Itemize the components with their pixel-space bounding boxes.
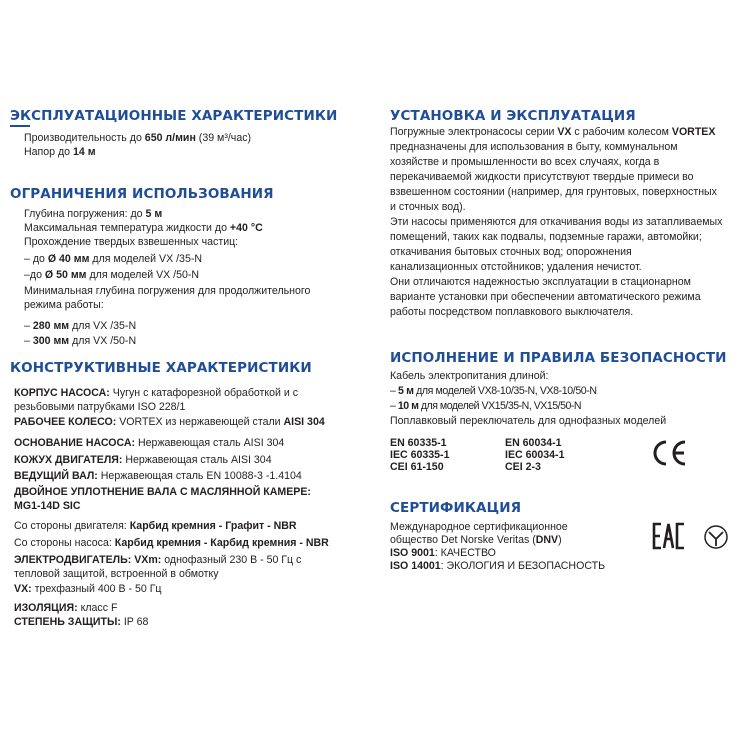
section-title-safety: ИСПОЛНЕНИЕ И ПРАВИЛА БЕЗОПАСНОСТИ	[390, 350, 727, 366]
text-line: Погружные электронасосы серии VX с рабочим колесом VORTEX	[390, 126, 716, 138]
text-line: –до Ø 50 мм для моделей VX /50-N	[24, 269, 200, 281]
section-title-limits: ОГРАНИЧЕНИЯ ИСПОЛЬЗОВАНИЯ	[10, 186, 274, 202]
eac-mark-icon	[652, 522, 686, 550]
text-line: Глубина погружения: до 5 м	[24, 208, 163, 220]
standard-item: IEC 60034-1	[505, 449, 565, 461]
text-line: СТЕПЕНЬ ЗАЩИТЫ: IP 68	[14, 616, 149, 628]
text-line: РАБОЧЕЕ КОЛЕСО: VORTEX из нержавеющей стали AISI 304	[14, 416, 325, 428]
text-line: – 280 мм для VX /35-N	[24, 320, 137, 332]
text-line: Международное сертификационное	[390, 521, 568, 533]
standard-item: EN 60335-1	[390, 437, 447, 449]
standard-item: EN 60034-1	[505, 437, 562, 449]
ukraine-conformity-mark-icon	[703, 524, 729, 550]
text-line: Эти насосы применяются для откачивания воды из затапливаемых	[390, 216, 723, 228]
text-line: откачивания бытовых сточных вод; опорожнения	[390, 246, 632, 258]
text-line: ОСНОВАНИЕ НАСОСА: Нержавеющая сталь AISI 304	[14, 437, 285, 449]
text-line: и сточных вод).	[390, 201, 466, 213]
text-line: Со стороны двигателя: Карбид кремния - Графит - NBR	[14, 520, 297, 532]
text-line: КОРПУС НАСОСА: Чугун с катафорезной обработкой и с	[14, 387, 299, 399]
text-line: взвешенном состоянии (например, для грунтовых, поверхностных	[390, 186, 717, 198]
text-line: ДВОЙНОЕ УПЛОТНЕНИЕ ВАЛА С МАСЛЯННОЙ КАМЕРЕ:	[14, 486, 311, 498]
text-line: – до Ø 40 мм для моделей VX /35-N	[24, 253, 203, 265]
text-line: ВЕДУЩИЙ ВАЛ: Нержавеющая сталь EN 10088-3 -1.4104	[14, 470, 302, 482]
text-line: – 5 м для моделей VX8-10/35-N, VX8-10/50-N	[390, 385, 597, 397]
text-line: Они отличаются надежностью эксплуатации в стационарном	[390, 276, 691, 288]
standard-item: CEI 61-150	[390, 461, 444, 473]
text-line: режима работы:	[24, 299, 104, 311]
text-line: Кабель электропитания длиной:	[390, 370, 549, 382]
text-line: тепловой защитой, встроенной в обмотку	[14, 568, 219, 580]
ce-mark-icon	[650, 439, 690, 467]
standard-item: CEI 2-3	[505, 461, 541, 473]
text-line: ЭЛЕКТРОДВИГАТЕЛЬ: VXm: однофазный 230 В - 50 Гц с	[14, 554, 302, 566]
text-line: – 10 м для моделей VX15/35-N, VX15/50-N	[390, 400, 582, 412]
text-line: варианте установки при обеспечении автоматического режима	[390, 291, 701, 303]
text-line: канализационных отстойников; удаления нечистот.	[390, 261, 642, 273]
text-line: Производительность до 650 л/мин (39 м³/час)	[24, 132, 252, 144]
text-line: ISO 14001: ЭКОЛОГИЯ И БЕЗОПАСНОСТЬ	[390, 560, 606, 572]
text-line: Со стороны насоса: Карбид кремния - Карбид кремния - NBR	[14, 537, 329, 549]
text-line: Минимальная глубина погружения для продолжительного	[24, 285, 311, 297]
text-line: – 300 мм для VX /50-N	[24, 335, 137, 347]
text-line: Напор до 14 м	[24, 146, 96, 158]
standard-item: IEC 60335-1	[390, 449, 450, 461]
text-line: MG1-14D SIC	[14, 500, 81, 512]
text-line: VX: трехфазный 400 В - 50 Гц	[14, 583, 162, 595]
section-title-underline	[10, 125, 30, 127]
text-line: помещений, таких как подвалы, подземные гаражи, автомойки;	[390, 231, 702, 243]
text-line: КОЖУХ ДВИГАТЕЛЯ: Нержавеющая сталь AISI 304	[14, 454, 272, 466]
text-line: Прохождение твердых взвешенных частиц:	[24, 236, 239, 248]
text-line: Поплавковый переключатель для однофазных моделей	[390, 415, 667, 427]
text-line: перекачиваемой жидкости присутствуют твердые примеси во	[390, 171, 694, 183]
text-line: хозяйстве и промышленности во всех случаях, когда в	[390, 156, 660, 168]
text-line: Максимальная температура жидкости до +40 °C	[24, 222, 263, 234]
text-line: общество Det Norske Veritas (DNV)	[390, 534, 562, 546]
section-title-performance: ЭКСПЛУАТАЦИОННЫЕ ХАРАКТЕРИСТИКИ	[10, 108, 338, 124]
text-line: работы посредством поплавкового выключателя.	[390, 306, 634, 318]
section-title-certification: СЕРТИФИКАЦИЯ	[390, 500, 522, 516]
section-title-installation: УСТАНОВКА И ЭКСПЛУАТАЦИЯ	[390, 108, 636, 124]
text-line: предназначены для использования в быту, коммунальном	[390, 141, 678, 153]
text-line: ISO 9001: КАЧЕСТВО	[390, 547, 496, 559]
section-title-construction: КОНСТРУКТИВНЫЕ ХАРАКТЕРИСТИКИ	[10, 360, 312, 376]
text-line: резьбовыми патрубками ISO 228/1	[14, 401, 186, 413]
text-line: ИЗОЛЯЦИЯ: класс F	[14, 602, 118, 614]
